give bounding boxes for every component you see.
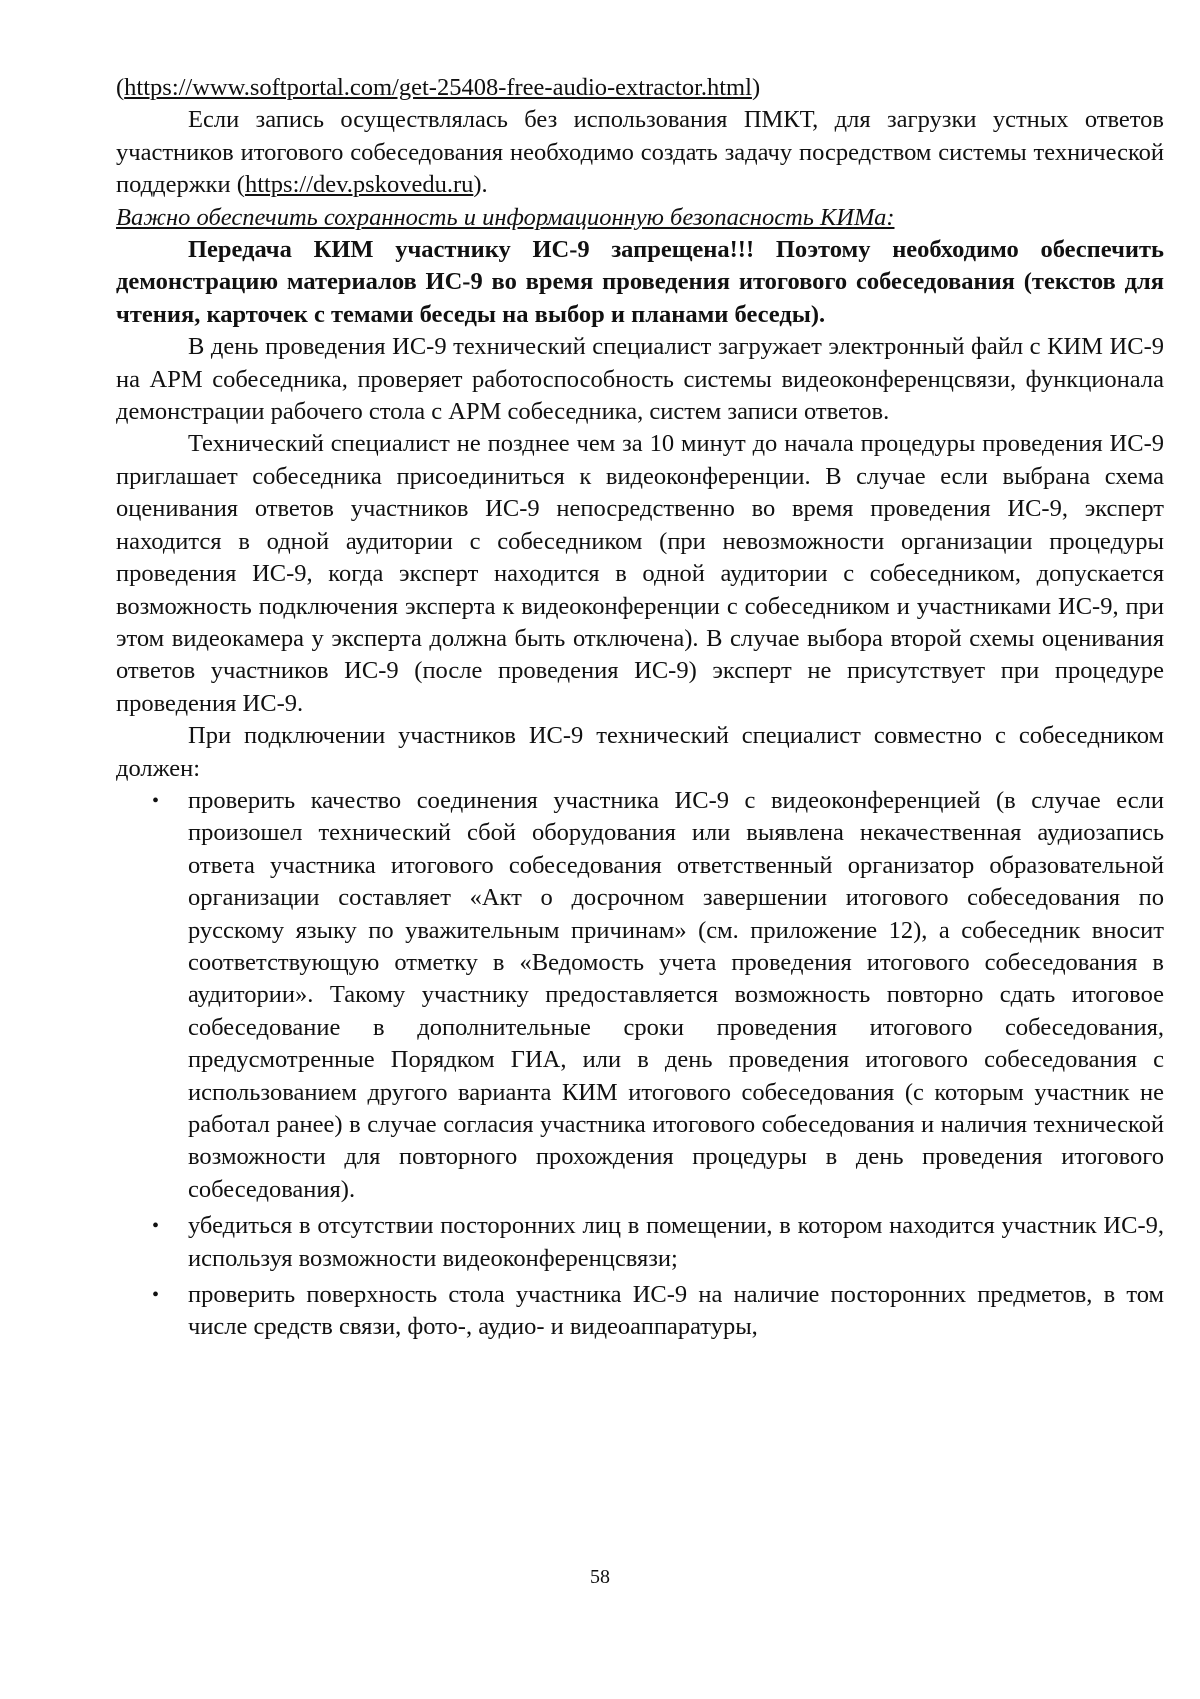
bullet-icon: • bbox=[152, 789, 160, 812]
duties-list bbox=[116, 785, 1164, 1344]
list-item-text: проверить качество соединения участника ИС-9 с видеоконференцией (в случае если произошел технический сбой оборудования или выявлена некачественная аудиозапись ответа участника итогового собеседования ответственный организатор образовательной организации составляет «Акт о досрочном завершении итогового собеседования по русскому языку по уважительным причинам» (см. приложение 12), а собеседник вносит соответствующую отметку в «Ведомость учета проведения итогового собеседования в аудитории». Такому участнику предоставляется возможность повторно сдать итоговое собеседование в дополнительные сроки проведения итогового собеседования, предусмотренные Порядком ГИА, или в день проведения итогового собеседования с использованием другого варианта КИМ итогового собеседования (с которым участник не работал ранее) в случае согласия участника итогового собеседования и наличия технической возможности для повторного прохождения процедуры в день проведения итогового собеседования). bbox=[188, 786, 1164, 1203]
paren-close: ) bbox=[751, 74, 761, 101]
pskovedu-link[interactable]: https://dev.pskovedu.ru bbox=[244, 171, 474, 199]
softportal-link[interactable]: https://www.softportal.com/get-25408-free-audio-extractor.html bbox=[124, 74, 752, 101]
bold-warning-paragraph: Передача КИМ участнику ИС-9 запрещена!!! Поэтому необходимо обеспечить демонстрацию материалов ИС-9 во время проведения итогового собеседования (текстов для чтения, карточек с темами беседы на выбор и планами беседы). bbox=[116, 236, 1164, 328]
paragraph-upload-answers bbox=[116, 104, 1164, 201]
paragraph-text: Если запись осуществлялась без использования ПМКТ, для загрузки устных ответов участников итогового собеседования необходимо создать задачу посредством системы технической поддержки ( bbox=[116, 106, 1164, 199]
important-heading: Важно обеспечить сохранность и информационную безопасность КИМа: bbox=[116, 203, 895, 231]
paragraph-tech-specialist-day: В день проведения ИС-9 технический специалист загружает электронный файл с КИМ ИС-9 на АРМ собеседника, проверяет работоспособность системы видеоконференцсвязи, функционала демонстрации рабочего стола с АРМ собеседника, систем записи ответов. bbox=[116, 333, 1164, 426]
paragraph-videoconference: Технический специалист не позднее чем за 10 минут до начала процедуры проведения ИС-9 приглашает собеседника присоединиться к видеоконференции. В случае если выбрана схема оценивания ответов участников ИС-9 непосредственно во время проведения ИС-9, эксперт находится в одной аудитории с собеседником (при невозможности организации процедуры проведения ИС-9, когда эксперт находится в одной аудитории с собеседником, допускается возможность подключения эксперта к видеоконференции с собеседником и участниками ИС-9, при этом видеокамера у эксперта должна быть отключена). В случае выбора второй схемы оценивания ответов участников ИС-9 (после проведения ИС-9) эксперт не присутствует при процедуре проведения ИС-9. bbox=[116, 430, 1164, 717]
paragraph-connection-duties: При подключении участников ИС-9 технический специалист совместно с собеседником должен: bbox=[116, 722, 1164, 782]
source-link-line bbox=[116, 72, 1164, 104]
list-item-text: проверить поверхность стола участника ИС-9 на наличие посторонних предметов, в том числе средств связи, фото-, аудио- и видеоаппаратуры, bbox=[188, 1281, 1164, 1341]
paren-open: ( bbox=[116, 74, 125, 101]
list-item bbox=[116, 785, 1164, 1206]
list-item-text: убедиться в отсутствии посторонних лиц в помещении, в котором находится участник ИС-9, используя возможности видеоконференцсвязи; bbox=[188, 1212, 1164, 1272]
list-item bbox=[116, 1279, 1164, 1344]
paragraph-text-end: ). bbox=[473, 171, 488, 199]
bullet-icon: • bbox=[152, 1284, 160, 1307]
bullet-icon: • bbox=[152, 1215, 160, 1238]
page-number: 58 bbox=[590, 1566, 610, 1588]
list-item bbox=[116, 1210, 1164, 1275]
document-page bbox=[116, 72, 1164, 1348]
